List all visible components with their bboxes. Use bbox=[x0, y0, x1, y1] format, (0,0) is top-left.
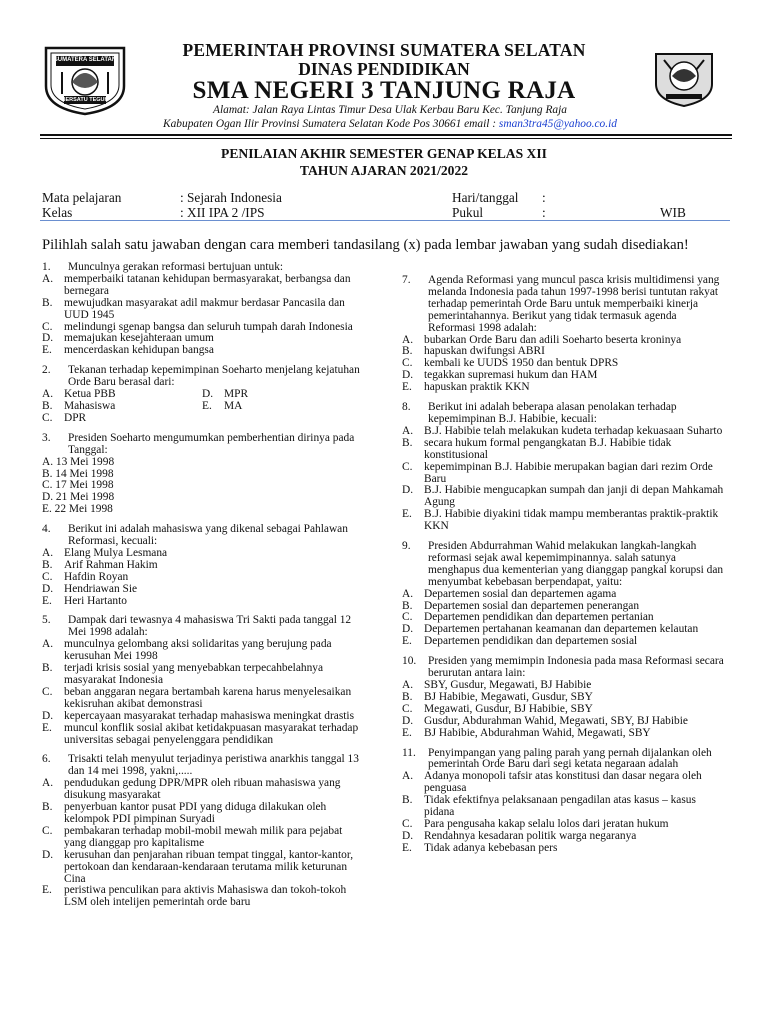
option-letter: A. bbox=[402, 424, 414, 437]
option-letter: D. bbox=[402, 829, 414, 842]
answer-option[interactable] bbox=[402, 462, 724, 486]
option-letter: B. bbox=[402, 345, 413, 358]
option-text: Departemen pertahanan keamanan dan departemen kelautan bbox=[424, 623, 699, 636]
email-link[interactable]: sman3tra45@yahoo.co.id bbox=[498, 118, 617, 130]
answer-option[interactable] bbox=[42, 687, 362, 711]
option-text: Mahasiswa bbox=[64, 399, 116, 412]
question-text: Dampak dari tewasnya 4 mahasiswa Tri Sakti pada tanggal 12 Mei 1998 adalah: bbox=[68, 614, 352, 639]
question-number: 11. bbox=[402, 746, 416, 759]
option-text: peristiwa penculikan para aktivis Mahasiswa dan tokoh-tokoh LSM oleh intelijen pemerintah orde baru bbox=[64, 884, 347, 909]
answer-option[interactable] bbox=[42, 885, 362, 909]
option-text: BJ Habibie, Megawati, Gusdur, SBY bbox=[424, 690, 593, 703]
question-text: Agenda Reformasi yang muncul pasca krisis multidimensi yang melanda Indonesia pada tahun 1997-1998 berisi tuntutan rakyat terhadap pemerintah Orde Baru untuk memperbaiki kinerja pemerintahannya. Berikut yang tidak termasuk agenda Reformasi 1998 adalah: bbox=[428, 274, 720, 334]
question-stem bbox=[402, 748, 724, 772]
answer-option[interactable] bbox=[202, 401, 362, 413]
question-text: Berikut ini adalah beberapa alasan penolakan terhadap kepemimpinan B.J. Habibie, kecuali: bbox=[428, 401, 677, 425]
options-list bbox=[402, 335, 724, 395]
questions-column-right bbox=[402, 275, 724, 863]
option-letter: B. bbox=[42, 399, 53, 412]
option-letter: C. bbox=[402, 702, 413, 715]
answer-option[interactable] bbox=[42, 850, 362, 886]
date-colon: : bbox=[542, 190, 546, 205]
answer-option[interactable] bbox=[402, 704, 724, 716]
option-letter: D. bbox=[42, 848, 54, 861]
question-block bbox=[42, 262, 362, 357]
answer-option[interactable] bbox=[402, 795, 724, 819]
question-text: Tekanan terhadap kepemimpinan Soeharto menjelang kejatuhan Orde Baru berasal dari: bbox=[68, 364, 360, 389]
option-letter: C. bbox=[42, 570, 53, 583]
options-row bbox=[42, 401, 362, 413]
option-text: Adanya monopoli tafsir atas konstitusi dan dasar negara oleh penguasa bbox=[424, 770, 702, 795]
option-text: tegakkan supremasi hukum dan HAM bbox=[424, 369, 598, 382]
option-text: terjadi krisis sosial yang menyebabkan terpecahbelahnya masyarakat Indonesia bbox=[64, 662, 324, 686]
answer-option[interactable] bbox=[402, 831, 724, 843]
header-rule-thin bbox=[40, 138, 732, 139]
school-name: SMA NEGERI 3 TANJUNG RAJA bbox=[192, 77, 576, 104]
answer-option[interactable] bbox=[402, 771, 724, 795]
option-letter: B. bbox=[402, 690, 413, 703]
option-text: penyerbuan kantor pusat PDI yang diduga dilakukan oleh kelompok PDI pimpinan Suryadi bbox=[64, 801, 327, 825]
option-text: Departemen pendidikan dan departemen sosial bbox=[424, 635, 638, 648]
question-stem bbox=[42, 524, 362, 548]
left-logo-bottom-text: BERSATU TEGUH bbox=[61, 97, 109, 103]
option-letter: E. bbox=[42, 884, 52, 897]
option-letter: B. bbox=[42, 662, 53, 675]
question-stem bbox=[42, 754, 362, 778]
option-text: Ketua PBB bbox=[64, 388, 116, 401]
option-text: pendudukan gedung DPR/MPR oleh ribuan mahasiswa yang disukung masyarakat bbox=[64, 777, 341, 802]
address-line-1: Alamat: Jalan Raya Lintas Timur Desa Ulak Kerbau Baru Kec. Tanjung Raja bbox=[213, 104, 567, 116]
options-row bbox=[42, 413, 362, 425]
instruction: Pilihlah salah satu jawaban dengan cara memberi tandasilang (x) pada lembar jawaban yang sudah disediakan! bbox=[42, 237, 689, 253]
question-stem bbox=[402, 541, 724, 589]
question-number: 3. bbox=[42, 431, 51, 444]
time-unit: WIB bbox=[660, 205, 686, 220]
answer-option[interactable] bbox=[42, 802, 362, 826]
class-label: Kelas bbox=[42, 205, 73, 220]
answer-option[interactable] bbox=[402, 728, 724, 740]
question-block bbox=[42, 524, 362, 607]
option-text: MA bbox=[224, 399, 243, 412]
option-letter: E. bbox=[42, 344, 52, 357]
option-letter: D. bbox=[402, 714, 414, 727]
answer-option[interactable] bbox=[402, 485, 724, 509]
questions-column-left bbox=[42, 262, 362, 917]
option-letter: E. bbox=[42, 721, 52, 734]
options-list bbox=[42, 639, 362, 746]
option-letter: C. bbox=[402, 817, 413, 830]
class-value: : XII IPA 2 /IPS bbox=[180, 205, 265, 220]
question-block bbox=[402, 541, 724, 648]
option-letter: A. bbox=[42, 638, 54, 651]
address-line-2 bbox=[110, 118, 670, 130]
option-letter: C. bbox=[42, 824, 53, 837]
options-list bbox=[42, 389, 362, 425]
option-letter: A. bbox=[42, 272, 54, 285]
option-text: secara hukum formal pengangkatan B.J. Habibie tidak konstitusional bbox=[424, 436, 672, 461]
answer-option[interactable] bbox=[42, 345, 362, 357]
question-stem bbox=[402, 402, 724, 426]
option-letter: C. bbox=[402, 460, 413, 473]
option-text: Tidak efektifnya pelaksanaan pengadilan atas kasus – kasus pidana bbox=[424, 794, 696, 819]
answer-option[interactable] bbox=[42, 274, 362, 298]
option-text: Hafdin Royan bbox=[64, 570, 129, 583]
answer-option[interactable] bbox=[402, 589, 724, 601]
question-number: 9. bbox=[402, 540, 411, 553]
option-text: Departemen sosial dan departemen penerangan bbox=[424, 599, 640, 612]
option-text: MPR bbox=[224, 388, 249, 401]
option-letter: D. bbox=[402, 484, 414, 497]
option-text: kepercayaan masyarakat terhadap mahasiswa meningkat drastis bbox=[64, 709, 355, 722]
question-number: 7. bbox=[402, 274, 411, 286]
option-text: Tidak adanya kebebasan pers bbox=[424, 841, 558, 854]
question-number: 10. bbox=[402, 655, 417, 668]
question-text: Berikut ini adalah mahasiswa yang dikenal sebagai Pahlawan Reformasi, kecuali: bbox=[68, 523, 348, 548]
question-stem bbox=[42, 365, 362, 389]
option-letter: C. bbox=[42, 479, 56, 492]
option-text: mencerdaskan kehidupan bangsa bbox=[64, 344, 214, 357]
question-stem bbox=[42, 433, 362, 457]
option-letter: D. bbox=[202, 388, 214, 401]
option-letter: C. bbox=[402, 611, 413, 624]
subject-label: Mata pelajaran bbox=[42, 190, 122, 205]
answer-option[interactable] bbox=[42, 639, 362, 663]
exam-title: PENILAIAN AKHIR SEMESTER GENAP KELAS XII bbox=[221, 146, 547, 161]
answer-option[interactable] bbox=[402, 509, 724, 533]
option-text: B.J. Habibie telah melakukan kudeta terhadap kekuasaan Suharto bbox=[424, 424, 723, 437]
question-number: 4. bbox=[42, 523, 51, 536]
question-text: Presiden Abdurrahman Wahid melakukan langkah-langkah reformasi sejak awal kepemimpinannya. salah satunya menghapus dua kementerian yang dianggap pangkal korupsi dan menyumbat kebebasan berpendapat, yaitu: bbox=[428, 540, 724, 588]
answer-option[interactable] bbox=[42, 711, 362, 723]
answer-option[interactable] bbox=[42, 584, 362, 596]
option-letter: B. bbox=[402, 436, 413, 449]
time-colon: : bbox=[542, 205, 546, 220]
question-block bbox=[402, 275, 724, 394]
option-text: B.J. Habibie diyakini tidak mampu memberantas praktik-praktik KKN bbox=[424, 508, 719, 533]
option-letter: A. bbox=[402, 679, 414, 691]
gov-title: PEMERINTAH PROVINSI SUMATERA SELATAN bbox=[182, 40, 586, 60]
option-letter: A. bbox=[42, 388, 54, 401]
answer-option[interactable] bbox=[402, 426, 724, 438]
answer-option[interactable] bbox=[42, 298, 362, 322]
option-letter: E. bbox=[42, 594, 52, 607]
option-letter: E. bbox=[402, 381, 412, 394]
option-letter: E. bbox=[402, 635, 412, 648]
options-list bbox=[402, 589, 724, 649]
option-letter: B. bbox=[42, 467, 56, 480]
option-letter: D. bbox=[42, 582, 54, 595]
header-rule-thick bbox=[40, 134, 732, 136]
question-stem bbox=[402, 656, 724, 680]
option-letter: A. bbox=[42, 455, 56, 468]
answer-option[interactable] bbox=[402, 438, 724, 462]
question-number: 2. bbox=[42, 364, 51, 377]
question-block bbox=[402, 748, 724, 855]
option-text: Arif Rahman Hakim bbox=[64, 558, 158, 571]
answer-option[interactable] bbox=[42, 723, 362, 747]
answer-option[interactable] bbox=[402, 636, 724, 648]
option-letter: C. bbox=[42, 411, 53, 424]
option-letter: D. bbox=[42, 332, 54, 345]
option-letter: B. bbox=[42, 558, 53, 571]
option-text: B.J. Habibie mengucapkan sumpah dan janji di depan Mahkamah Agung bbox=[424, 484, 724, 509]
question-number: 8. bbox=[402, 401, 411, 414]
answer-option[interactable] bbox=[42, 560, 362, 572]
dept-title: DINAS PENDIDIKAN bbox=[298, 59, 470, 79]
option-text: DPR bbox=[64, 411, 87, 424]
option-text: beban anggaran negara bertambah karena harus menyelesaikan kekisruhan akibat demonstrasi bbox=[64, 685, 352, 710]
question-block bbox=[42, 615, 362, 746]
option-text: 21 Mei 1998 bbox=[55, 491, 115, 504]
option-text: Departemen pendidikan dan departemen pertanian bbox=[424, 611, 654, 624]
option-letter: E. bbox=[42, 503, 55, 516]
option-letter: D. bbox=[42, 709, 54, 722]
answer-option[interactable] bbox=[402, 843, 724, 855]
option-text: Megawati, Gusdur, BJ Habibie, SBY bbox=[424, 702, 593, 715]
option-text: bubarkan Orde Baru dan adili Soeharto beserta kroninya bbox=[424, 333, 682, 346]
option-text: kerusuhan dan penjarahan ribuan tempat tinggal, kantor-kantor, pertokoan dan kendaraan-kendaraan terutama milik keturunan Cina bbox=[64, 848, 354, 885]
option-letter: D. bbox=[42, 491, 56, 504]
option-letter: A. bbox=[402, 587, 414, 600]
option-text: BJ Habibie, Abdurahman Wahid, Megawati, SBY bbox=[424, 726, 651, 739]
option-text: Heri Hartanto bbox=[64, 594, 127, 607]
option-text: 14 Mei 1998 bbox=[55, 467, 114, 480]
question-block bbox=[42, 754, 362, 909]
question-block bbox=[42, 433, 362, 516]
left-logo-top-text: SUMATERA SELATAN bbox=[53, 57, 117, 63]
answer-option[interactable] bbox=[42, 663, 362, 687]
option-text: munculnya gelombang aksi solidaritas yang berujung pada kerusuhan Mei 1998 bbox=[64, 638, 332, 663]
question-block bbox=[42, 365, 362, 425]
answer-option[interactable] bbox=[402, 382, 724, 394]
question-stem bbox=[402, 275, 724, 335]
question-block bbox=[402, 656, 724, 739]
option-text: Hendriawan Sie bbox=[64, 582, 138, 595]
address-line-2-text: Kabupaten Ogan Ilir Provinsi Sumatera Selatan Kode Pos 30661 email : bbox=[163, 118, 499, 130]
option-letter: A. bbox=[402, 770, 414, 783]
options-list bbox=[402, 680, 724, 740]
question-number: 6. bbox=[42, 753, 51, 766]
question-text: Presiden yang memimpin Indonesia pada masa Reformasi secara berurutan antara lain: bbox=[428, 655, 724, 680]
option-letter: C. bbox=[42, 685, 53, 698]
question-number: 5. bbox=[42, 614, 51, 627]
question-text: Penyimpangan yang paling parah yang pernah dijalankan oleh pemerintah Orde Baru dari segi ketata negaraan adalah bbox=[428, 746, 712, 771]
option-letter: C. bbox=[402, 357, 413, 370]
option-text: mewujudkan masyarakat adil makmur berdasar Pancasila dan UUD 1945 bbox=[64, 296, 345, 321]
options-list bbox=[42, 778, 362, 909]
question-number: 1. bbox=[42, 261, 51, 273]
option-text: melindungi sgenap bangsa dan seluruh tumpah darah Indonesia bbox=[64, 320, 353, 333]
option-letter: E. bbox=[402, 841, 412, 854]
option-text: SBY, Gusdur, Megawati, BJ Habibie bbox=[424, 679, 592, 691]
option-text: muncul konflik sosial akibat ketidakpuasan masyarakat terhadap universitas sebagai penyelenggara pendidikan bbox=[64, 721, 359, 746]
option-text: pembakaran terhadap mobil-mobil mewah milik para pejabat yang dianggap pro kapitalisme bbox=[64, 824, 343, 849]
answer-option[interactable] bbox=[42, 572, 362, 584]
option-letter: A. bbox=[42, 546, 54, 559]
answer-option[interactable] bbox=[42, 596, 362, 608]
answer-option[interactable] bbox=[42, 778, 362, 802]
option-text: Gusdur, Abdurahman Wahid, Megawati, SBY, BJ Habibie bbox=[424, 714, 688, 727]
question-text: Presiden Soeharto mengumumkan pemberhentian dirinya pada Tanggal: bbox=[68, 431, 355, 456]
option-text: 17 Mei 1998 bbox=[55, 479, 114, 492]
options-list bbox=[402, 426, 724, 533]
option-text: hapuskan dwifungsi ABRI bbox=[424, 345, 545, 358]
option-text: Rendahnya kesadaran politik warga negaranya bbox=[424, 829, 637, 842]
option-letter: B. bbox=[402, 599, 413, 612]
answer-option[interactable] bbox=[42, 413, 202, 425]
option-letter: E. bbox=[402, 508, 412, 521]
option-letter: D. bbox=[402, 623, 414, 636]
options-list bbox=[42, 274, 362, 357]
option-letter: B. bbox=[42, 296, 53, 309]
option-text: memajukan kesejahteraan umum bbox=[64, 332, 214, 345]
options-list bbox=[42, 548, 362, 608]
question-text: Munculnya gerakan reformasi bertujuan untuk: bbox=[68, 261, 284, 273]
question-block bbox=[402, 402, 724, 533]
option-letter: C. bbox=[42, 320, 53, 333]
answer-option[interactable] bbox=[402, 716, 724, 728]
option-text: Para pengusaha kakap selalu lolos dari jeratan hukum bbox=[424, 817, 669, 830]
question-text: Trisakti telah menyulut terjadinya peristiwa anarkhis tanggal 13 dan 14 mei 1998, yakni,..... bbox=[68, 753, 359, 778]
option-letter: D. bbox=[402, 369, 414, 382]
info-divider bbox=[40, 220, 730, 221]
option-text: 22 Mei 1998 bbox=[54, 503, 113, 516]
subject-value: : Sejarah Indonesia bbox=[180, 190, 282, 205]
option-text: hapuskan praktik KKN bbox=[424, 381, 530, 394]
exam-year: TAHUN AJARAN 2021/2022 bbox=[299, 163, 469, 178]
options-list bbox=[402, 771, 724, 854]
option-text: Departemen sosial dan departemen agama bbox=[424, 587, 617, 600]
question-stem bbox=[42, 615, 362, 639]
option-letter: E. bbox=[402, 726, 412, 739]
date-label: Hari/tanggal bbox=[452, 190, 519, 205]
option-text: Elang Mulya Lesmana bbox=[64, 546, 168, 559]
option-letter: B. bbox=[42, 801, 53, 814]
options-list bbox=[42, 457, 362, 517]
option-text: kepemimpinan B.J. Habibie merupakan bagian dari rezim Orde Baru bbox=[424, 460, 713, 485]
option-letter: A. bbox=[42, 777, 54, 790]
option-text: 13 Mei 1998 bbox=[55, 455, 115, 468]
time-label: Pukul bbox=[452, 205, 484, 220]
answer-option[interactable] bbox=[42, 826, 362, 850]
option-letter: B. bbox=[402, 794, 413, 807]
option-text: kembali ke UUDS 1950 dan bentuk DPRS bbox=[424, 357, 619, 370]
option-letter: A. bbox=[402, 333, 414, 346]
option-text: memperbaiki tatanan kehidupan bermasyarakat, berbangsa dan bernegara bbox=[64, 272, 351, 297]
answer-option[interactable] bbox=[42, 504, 362, 516]
option-letter: E. bbox=[202, 399, 212, 412]
